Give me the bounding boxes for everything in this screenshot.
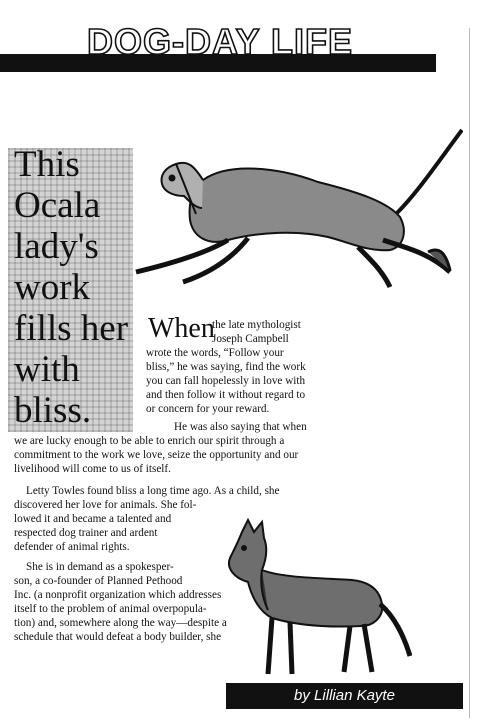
lede-opening — [212, 318, 301, 346]
headline-line: work — [14, 267, 91, 308]
lede-paragraph — [146, 346, 306, 416]
text-line: Letty Towles found bliss a long time ago. As a child, she — [26, 485, 280, 497]
text-line: defender of animal rights. — [14, 541, 130, 553]
headline-line: Ocala — [14, 185, 101, 226]
headline-line: This — [14, 144, 80, 185]
masthead-title: DOG-DAY LIFE — [86, 21, 354, 62]
text-line: the late mythologist — [212, 319, 301, 331]
headline-line: lady's — [14, 226, 99, 267]
drop-cap-word: When — [148, 313, 215, 344]
text-line: respected dog trainer and ardent — [14, 527, 158, 539]
text-line: or concern for your reward. — [146, 403, 270, 415]
text-line: Joseph Campbell — [212, 333, 289, 345]
paragraph-4 — [14, 560, 227, 644]
text-line: bliss,” he was saying, find the work — [146, 361, 306, 373]
headline-line: fills her — [14, 308, 129, 349]
text-line: we are lucky enough to be able to enrich our spirit through a — [14, 435, 285, 447]
text-line: He was also saying that when — [174, 421, 307, 433]
headline-line: bliss. — [14, 390, 92, 431]
running-hound-icon — [128, 122, 463, 297]
text-line: wrote the words, “Follow your — [146, 347, 284, 359]
masthead — [0, 22, 436, 72]
text-line: son, a co-founder of Planned Pethood — [14, 575, 183, 587]
page-edge — [469, 28, 470, 718]
headline-line: with — [14, 349, 80, 390]
text-line: schedule that would defeat a body builder, she — [14, 631, 222, 643]
paragraph-2 — [14, 420, 307, 476]
text-line: itself to the problem of animal overpopula- — [14, 603, 207, 615]
byline: by Lillian Kayte — [226, 683, 463, 709]
text-line: lowed it and became a talented and — [14, 513, 172, 525]
paragraph-3 — [14, 484, 280, 554]
text-line: commitment to the work we love, seize the opportunity and our — [14, 449, 299, 461]
text-line: She is in demand as a spokesper- — [26, 561, 174, 573]
text-line: discovered her love for animals. She fol- — [14, 499, 197, 511]
text-line: Inc. (a nonprofit organization which addresses — [14, 589, 222, 601]
text-line: tion) and, somewhere along the way—despite a — [14, 617, 227, 629]
text-line: livelihood will come to us of itself. — [14, 463, 171, 475]
text-line: you can fall hopelessly in love with — [146, 375, 306, 387]
text-line: and then follow it without regard to — [146, 389, 306, 401]
